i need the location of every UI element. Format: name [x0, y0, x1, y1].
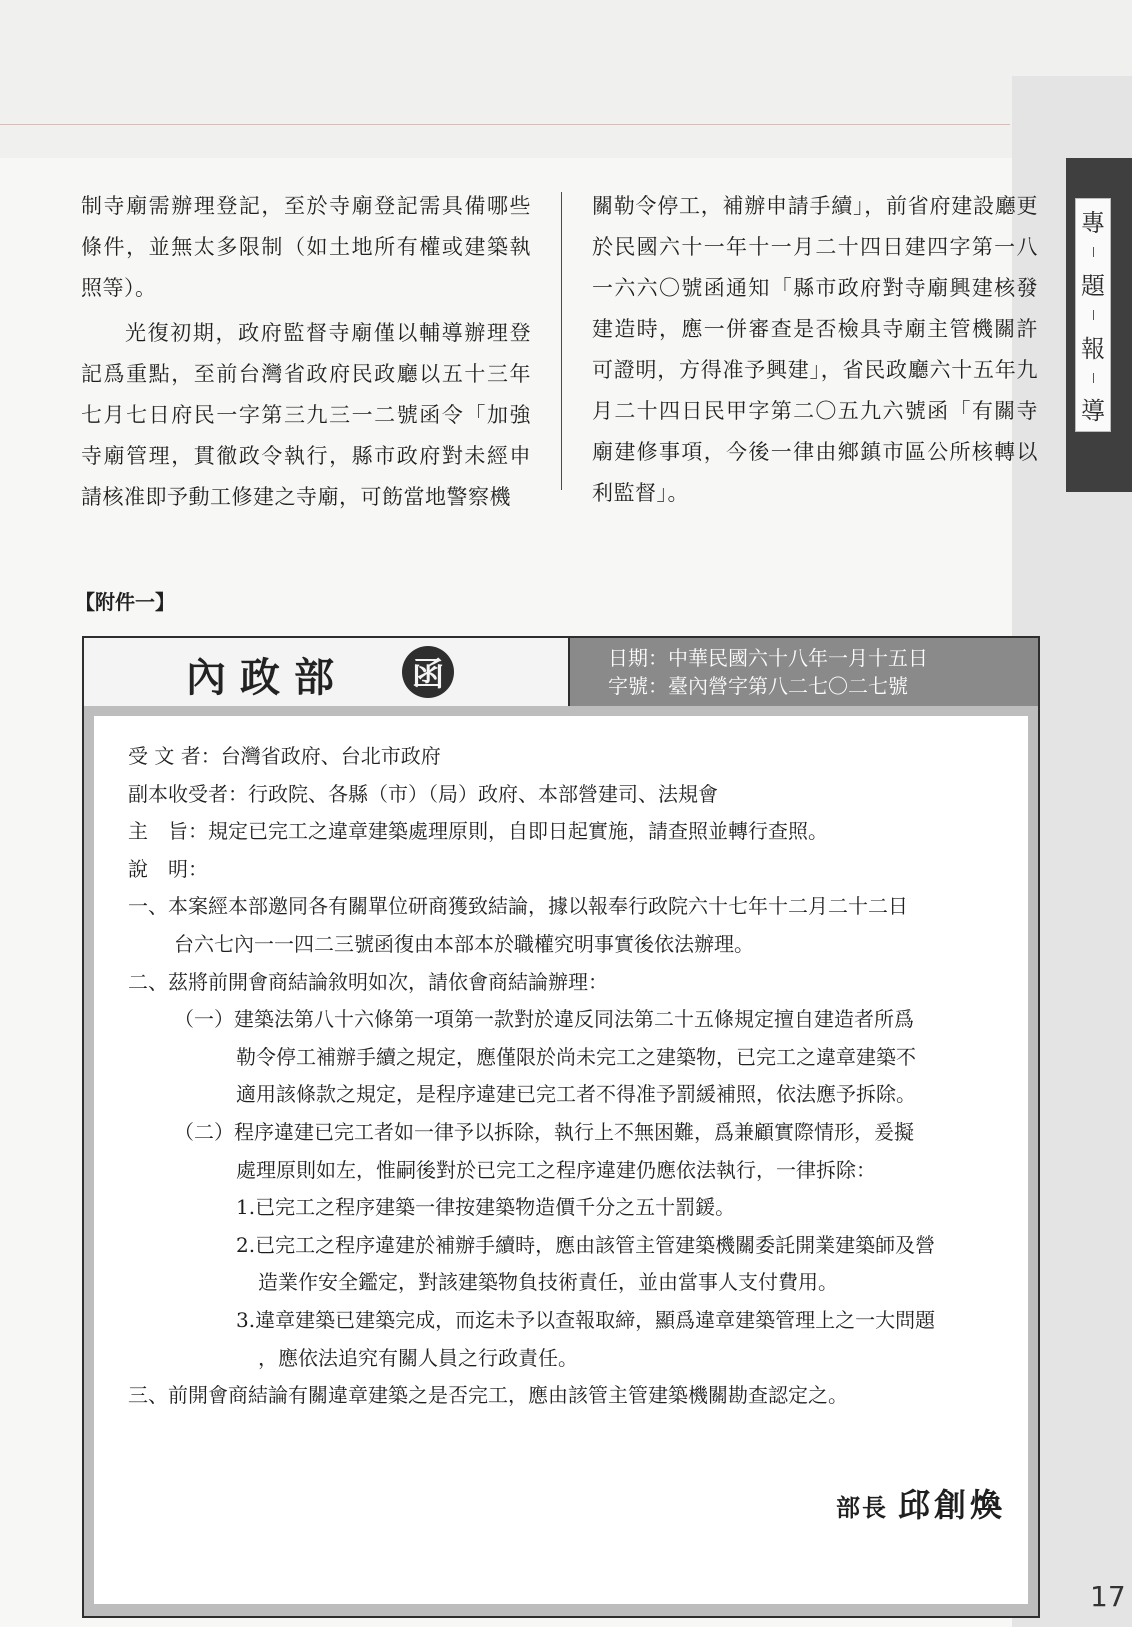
ministry-name: 內政部	[186, 654, 348, 701]
letter-reference-number: 字號：臺內營字第八二七〇二七號	[608, 674, 908, 698]
letter-line: 台六七內一一四二三號函復由本部本於職權究明事實後依法辦理。	[174, 931, 754, 956]
letter-line: 三、前開會商結論有關違章建築之是否完工，應由該管主管建築機關勘查認定之。	[128, 1383, 848, 1408]
section-tab-separator	[1093, 310, 1094, 320]
letter-line: 2.已完工之程序違建於補辦手續時，應由該管主管建築機關委託開業建築師及營	[236, 1232, 936, 1257]
section-tab-char: 題	[1081, 272, 1105, 301]
signature-title: 部長	[835, 1493, 888, 1522]
letter-line: （二）程序違建已完工者如一律予以拆除，執行上不無困難，爲兼顧實際情形，爰擬	[174, 1119, 914, 1144]
section-tab-label	[1075, 198, 1111, 432]
letter-line: 主 旨：規定已完工之違章建築處理原則，自即日起實施，請查照並轉行查照。	[128, 819, 828, 844]
section-tab-char: 專	[1081, 209, 1105, 238]
section-tab-char: 導	[1081, 397, 1105, 426]
letter-line: 二、茲將前開會商結論敘明如次，請依會商結論辦理：	[128, 969, 608, 994]
letter-line: 1.已完工之程序建築一律按建築物造價千分之五十罰鍰。	[236, 1195, 736, 1220]
page-number: 17	[1090, 1580, 1126, 1613]
letter-body	[94, 716, 1028, 1604]
letter-line: 造業作安全鑑定，對該建築物負技術責任，並由當事人支付費用。	[258, 1270, 838, 1295]
article-paragraph: 制寺廟需辦理登記，至於寺廟登記需具備哪些條件，並無太多限制（如土地所有權或建築執照等）。	[81, 194, 531, 300]
section-tab-separator	[1093, 247, 1094, 257]
letter-date: 日期：中華民國六十八年一月十五日	[608, 646, 928, 670]
column-divider	[561, 192, 562, 490]
letter-line: 受 文 者：台灣省政府、台北市政府	[128, 744, 441, 768]
article-right-column	[592, 186, 1038, 514]
official-letter	[82, 636, 1040, 1618]
letter-line: ，應依法追究有關人員之行政責任。	[258, 1345, 578, 1370]
signature-name: 邱創煥	[897, 1486, 1006, 1524]
header-band	[0, 0, 1132, 158]
signature	[836, 1480, 1006, 1526]
letter-line: 說 明：	[128, 856, 208, 881]
letter-header	[84, 638, 1038, 706]
letter-line: 一、本案經本部邀同各有關單位研商獲致結論，據以報奉行政院六十七年十二月二十二日	[128, 894, 908, 919]
letter-line: （一）建築法第八十六條第一項第一款對於違反同法第二十五條規定擅自建造者所爲	[174, 1007, 914, 1032]
letter-header-meta	[570, 638, 1038, 706]
letter-header-title-area	[84, 638, 570, 706]
letter-line: 3.違章建築已建築完成，而迄未予以查報取締，顯爲違章建築管理上之一大問題	[236, 1307, 936, 1332]
header-rule	[0, 124, 1010, 125]
letter-type-badge: 函	[402, 646, 454, 698]
letter-line: 勒令停工補辦手續之規定，應僅限於尚未完工之建築物，已完工之違章建築不	[236, 1044, 916, 1069]
article-left-column	[81, 186, 531, 518]
letter-line: 處理原則如左，惟嗣後對於已完工之程序違建仍應依法執行，一律拆除：	[236, 1157, 876, 1182]
letter-line: 適用該條款之規定，是程序違建已完工者不得准予罰緩補照，依法應予拆除。	[236, 1082, 916, 1107]
section-tab-char: 報	[1081, 334, 1105, 363]
article-paragraph: 關勒令停工，補辦申請手續」，前省府建設廳更於民國六十一年十一月二十四日建四字第一八一六六〇號函通知「縣市政府對寺廟興建核發建造時，應一併審查是否檢具寺廟主管機關許可證明，方得准予興建」，省民政廳六十五年九月二十四日民甲字第二〇五九六號函「有關寺廟建修事項，今後一律由鄉鎮市區公所核轉以利監督」。	[592, 194, 1038, 505]
letter-line: 副本收受者：行政院、各縣（市）（局）政府、本部營建司、法規會	[128, 781, 718, 806]
letter-text	[128, 738, 998, 1415]
article-paragraph: 光復初期，政府監督寺廟僅以輔導辦理登記爲重點，至前台灣省政府民政廳以五十三年七月七日府民一字第三九三一二號函令「加強寺廟管理，貫徹政令執行，縣市政府對未經申請核准即予動工修建之寺廟，可飭當地警察機	[81, 321, 531, 509]
attachment-label: 【附件一】	[75, 590, 175, 614]
section-tab-separator	[1093, 373, 1094, 383]
